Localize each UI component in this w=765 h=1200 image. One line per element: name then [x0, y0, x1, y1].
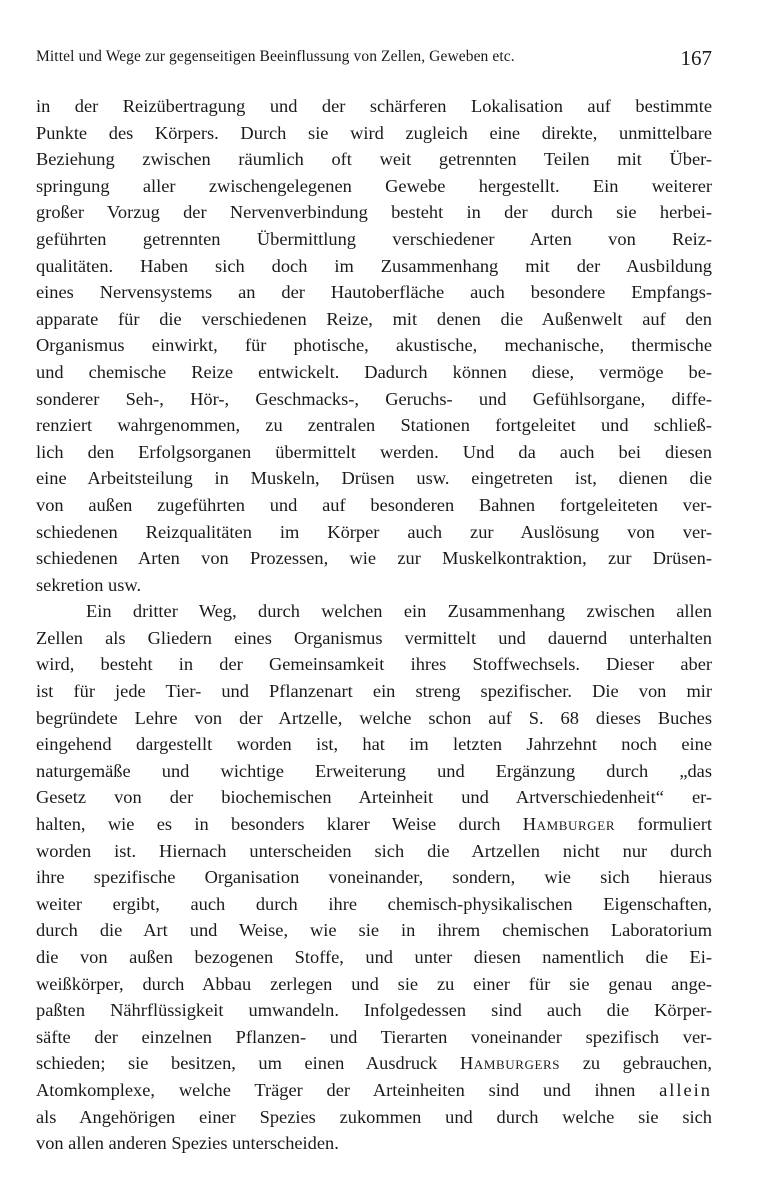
paragraph: [36, 93, 712, 598]
text-line: [36, 678, 712, 705]
text-segment: Beziehung zwischen räumlich oft weit getrennten Teilen mit Über-: [36, 149, 712, 170]
text-line: [36, 784, 712, 811]
text-line: [36, 758, 712, 785]
text-segment: Atomkomplexe, welche Träger der Arteinheiten sind und ihnen: [36, 1079, 660, 1100]
text-line: [36, 864, 712, 891]
text-segment: die von außen bezogenen Stoffe, und unter diesen namentlich die Ei-: [36, 947, 712, 967]
text-segment: eines Nervensystems an der Hautoberfläche auch besondere Empfangs-: [36, 282, 712, 303]
text-segment: von allen anderen Spezies unterscheiden.: [36, 1133, 339, 1154]
text-line: [36, 811, 712, 838]
text-segment: Zellen als Gliedern eines Organismus vermittelt und dauernd unterhalten: [36, 627, 712, 648]
text-line: [36, 705, 712, 732]
text-segment: schiedenen Arten von Prozessen, wie zur Muskelkontraktion, zur Drüsen-: [36, 548, 712, 569]
text-segment: eingehend dargestellt worden ist, hat im letzten Jahrzehnt noch eine: [36, 734, 712, 755]
text-line: [36, 332, 712, 359]
page-number: 167: [680, 46, 712, 70]
running-head: [36, 44, 712, 72]
text-segment: wird, besteht in der Gemeinsamkeit ihres Stoffwechsels. Dieser aber: [36, 654, 712, 675]
text-segment: worden ist. Hiernach unterscheiden sich die Artzellen nicht nur durch: [36, 840, 712, 861]
text-segment: weißkörper, durch Abbau zerlegen und sie zu einer für sie genau ange-: [36, 973, 712, 994]
text-segment: begründete Lehre von der Artzelle, welche schon auf S. 68 dieses Buches: [36, 707, 712, 728]
text-line: [36, 173, 712, 200]
text-line: [36, 997, 712, 1024]
text-segment: weiter ergibt, auch durch ihre chemisch-physikalischen Eigenschaften,: [36, 893, 712, 914]
text-segment: qualitäten. Haben sich doch im Zusammenhang mit der Ausbildung: [36, 255, 712, 276]
spaced-emphasis: allein: [659, 1079, 712, 1100]
text-segment: zu gebrauchen,: [560, 1053, 712, 1074]
text-line: [36, 651, 712, 678]
text-line: [36, 226, 712, 253]
text-line: [36, 359, 712, 386]
text-segment: renziert wahrgenommen, zu zentralen Stationen fortgeleitet und schließ-: [36, 415, 712, 436]
text-segment: schiedenen Reizqualitäten im Körper auch zur Auslösung von ver-: [36, 521, 712, 542]
text-line: [36, 944, 712, 971]
text-line: [36, 386, 712, 413]
text-segment: lich den Erfolgsorganen übermittelt werden. Und da auch bei diesen: [36, 441, 712, 462]
text-segment: sekretion usw.: [36, 574, 142, 595]
text-segment: Punkte des Körpers. Durch sie wird zugleich eine direkte, unmittelbare: [36, 122, 712, 143]
text-segment: springung aller zwischengelegenen Gewebe hergestellt. Ein weiterer: [36, 175, 712, 196]
text-segment: schieden; sie besitzen, um einen Ausdruck: [36, 1053, 460, 1074]
text-line: [36, 598, 712, 625]
body-text: [36, 93, 712, 1157]
text-segment: Organismus einwirkt, für photische, akustische, mechanische, thermische: [36, 335, 712, 356]
text-segment: und chemische Reize entwickelt. Dadurch können diese, vermöge be-: [36, 361, 712, 382]
text-line: [36, 1130, 712, 1157]
author-name: Hamburgers: [459, 1053, 561, 1074]
running-title: Mittel und Wege zur gegenseitigen Beeinflussung von Zellen, Geweben etc.: [36, 48, 515, 65]
text-segment: ihre spezifische Organisation voneinander, sondern, wie sich hieraus: [36, 867, 712, 888]
text-line: [36, 1024, 712, 1051]
text-line: [36, 917, 712, 944]
text-segment: als Angehörigen einer Spezies zukommen und durch welche sie sich: [36, 1106, 712, 1127]
text-segment: Ein dritter Weg, durch welchen ein Zusammenhang zwischen allen: [86, 601, 712, 622]
text-segment: halten, wie es in besonders klarer Weise durch: [36, 814, 523, 835]
text-segment: naturgemäße und wichtige Erweiterung und Ergänzung durch „das: [36, 760, 712, 781]
text-line: [36, 1077, 712, 1104]
text-line: [36, 412, 712, 439]
text-segment: paßten Nährflüssigkeit umwandeln. Infolgedessen sind auch die Körper-: [36, 1000, 712, 1021]
text-line: [36, 625, 712, 652]
text-segment: geführten getrennten Übermittlung verschiedener Arten von Reiz-: [36, 228, 712, 249]
text-line: [36, 279, 712, 306]
text-segment: durch die Art und Weise, wie sie in ihrem chemischen Laboratorium: [36, 920, 712, 941]
text-segment: säfte der einzelnen Pflanzen- und Tierarten voneinander spezifisch ver-: [36, 1026, 712, 1047]
text-line: [36, 253, 712, 280]
text-segment: Gesetz von der biochemischen Arteinheit und Artverschiedenheit“ er-: [36, 787, 712, 808]
text-line: [36, 465, 712, 492]
text-line: [36, 439, 712, 466]
text-line: [36, 731, 712, 758]
author-name: Hamburger: [522, 814, 616, 835]
text-line: [36, 199, 712, 226]
text-segment: in der Reizübertragung und der schärferen Lokalisation auf bestimmte: [36, 96, 712, 116]
text-line: [36, 1050, 712, 1077]
text-line: [36, 971, 712, 998]
text-line: [36, 891, 712, 918]
text-line: [36, 519, 712, 546]
text-line: [36, 545, 712, 572]
text-segment: sonderer Seh-, Hör-, Geschmacks-, Geruchs- und Gefühlsorgane, diffe-: [36, 388, 712, 409]
text-line: [36, 1104, 712, 1131]
text-line: [36, 572, 712, 599]
text-segment: von außen zugeführten und auf besonderen Bahnen fortgeleiteten ver-: [36, 494, 712, 515]
text-line: [36, 306, 712, 333]
text-segment: eine Arbeitsteilung in Muskeln, Drüsen usw. eingetreten ist, dienen die: [36, 468, 712, 489]
text-segment: großer Vorzug der Nervenverbindung besteht in der durch sie herbei-: [36, 202, 712, 223]
text-segment: formuliert: [615, 814, 712, 835]
text-segment: apparate für die verschiedenen Reize, mit denen die Außenwelt auf den: [36, 308, 712, 329]
paragraph: [36, 598, 712, 1156]
text-line: [36, 492, 712, 519]
text-line: [36, 838, 712, 865]
text-line: [36, 146, 712, 173]
text-line: [36, 93, 712, 120]
text-segment: ist für jede Tier- und Pflanzenart ein streng spezifischer. Die von mir: [36, 681, 712, 702]
text-line: [36, 120, 712, 147]
